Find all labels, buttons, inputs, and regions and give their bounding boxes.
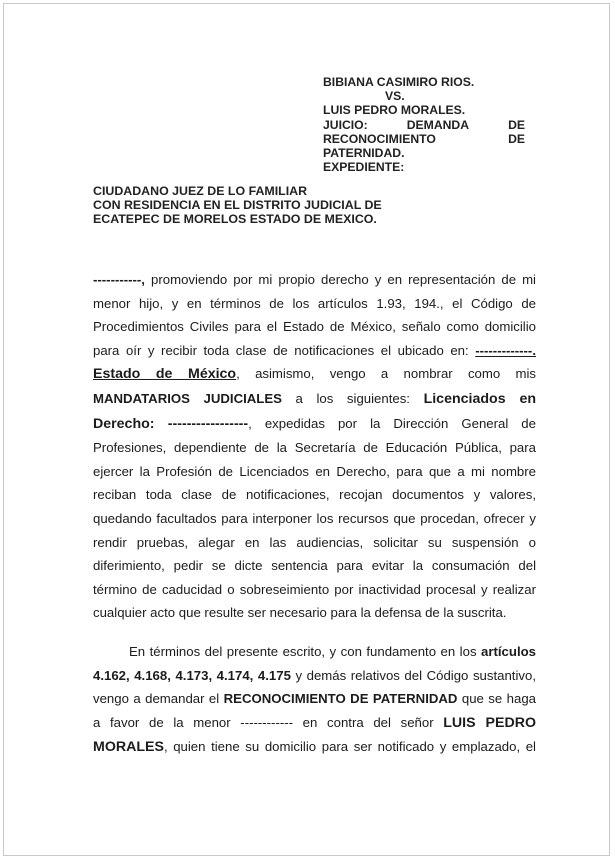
mandatarios-judiciales: MANDATARIOS JUDICIALES <box>93 390 282 406</box>
addressee-line: CON RESIDENCIA EN EL DISTRITO JUDICIAL DE <box>93 198 382 212</box>
defendant-name: LUIS PEDRO <box>443 714 536 731</box>
text-line: Procedimientos Civiles para el Estado de México, señalo como domicilio <box>93 319 536 335</box>
text-run: vengo a demandar el <box>93 691 224 707</box>
text-run: , quien tiene su domicilio para ser notificado y emplazado, el <box>163 739 536 755</box>
text-line: menor hijo, y en términos de los artículos 1.93, 194., el Código de <box>93 295 536 311</box>
text-line <box>93 387 536 412</box>
juicio-word-reconocimiento: RECONOCIMIENTO <box>323 131 436 146</box>
text-line <box>93 362 536 387</box>
text-run: que se haga <box>457 691 536 707</box>
text-line <box>93 268 536 292</box>
text-line <box>93 735 536 760</box>
blank-name: -----------, <box>93 272 145 287</box>
text-line: término de caducidad o sobreseimiento por inactividad procesal y realizar <box>93 581 536 597</box>
juicio-label: JUICIO: <box>323 117 368 132</box>
blank-address: -------------. <box>475 342 536 358</box>
paragraph-2 <box>93 640 536 760</box>
addressee-line: ECATEPEC DE MORELOS ESTADO DE MEXICO. <box>93 212 377 226</box>
juicio-word-demanda: DEMANDA <box>406 117 470 132</box>
text-run: En términos del presente escrito, y con fundamento en los <box>129 644 482 659</box>
articulos: artículos <box>481 644 536 659</box>
text-line: reciban toda clase de notificaciones, recojan documentos y valores, <box>93 487 536 503</box>
text-line: ejercer la Profesión de Licenciados en Derecho, para que a mi nombre <box>93 463 536 479</box>
text-line: Profesiones, dependiente de la Secretaría de Educación Pública, para <box>93 440 536 456</box>
juicio-line <box>323 118 525 132</box>
text-line <box>93 687 536 711</box>
party-defendant: LUIS PEDRO MORALES. <box>323 103 466 118</box>
licenciados-en: Licenciados en <box>423 390 536 407</box>
juicio-word-de: DE <box>508 117 525 132</box>
text-run: , asimismo, vengo a nombrar como mis <box>236 366 536 382</box>
article-numbers: 4.162, 4.168, 4.173, 4.174, 4.175 <box>93 667 291 683</box>
text-run: a los siguientes: <box>281 390 424 406</box>
party-plaintiff: BIBIANA CASIMIRO RIOS. <box>323 75 475 89</box>
paragraph-1 <box>93 268 536 625</box>
text-line <box>93 664 536 688</box>
text-run: promoviendo por mi propio derecho y en representación de mi <box>144 272 536 287</box>
juicio-line-2 <box>323 132 525 146</box>
reconocimiento-paternidad: RECONOCIMIENTO DE PATERNIDAD <box>223 691 458 707</box>
text-run: a favor de la menor ------------ en contra del señor <box>93 714 444 730</box>
defendant-surname: MORALES <box>93 739 164 756</box>
derecho-blank: Derecho: ----------------- <box>93 415 249 432</box>
addressee-line: CIUDADANO JUEZ DE LO FAMILIAR <box>93 184 308 198</box>
case-header <box>323 75 525 174</box>
expediente-label: EXPEDIENTE: <box>323 160 405 175</box>
text-run: y demás relativos del Código sustantivo, <box>290 667 536 683</box>
text-run: para oír y recibir toda clase de notificaciones el ubicado en: <box>93 342 476 358</box>
text-line: quedando facultados para interponer los recursos que procedan, ofrecer y <box>93 510 536 526</box>
text-line <box>93 339 536 363</box>
versus-label: VS. <box>385 89 405 104</box>
estado-mexico: Estado de México <box>93 366 237 383</box>
text-line: cualquier acto que resulte ser necesario para la defensa de la suscrita. <box>93 605 507 621</box>
text-line <box>93 640 536 664</box>
text-line: rendir pruebas, alegar en las audiencias, solicitar su suspensión o <box>93 534 536 550</box>
addressee-block <box>93 184 382 226</box>
juicio-paternidad: PATERNIDAD. <box>323 146 405 161</box>
text-line: diferimiento, pedir se dicte sentencia para evitar la consumación del <box>93 558 536 574</box>
text-line <box>93 711 536 736</box>
juicio-word-de-2: DE <box>508 131 525 146</box>
text-line <box>93 412 536 437</box>
text-run: , expedidas por la Dirección General de <box>248 415 536 431</box>
